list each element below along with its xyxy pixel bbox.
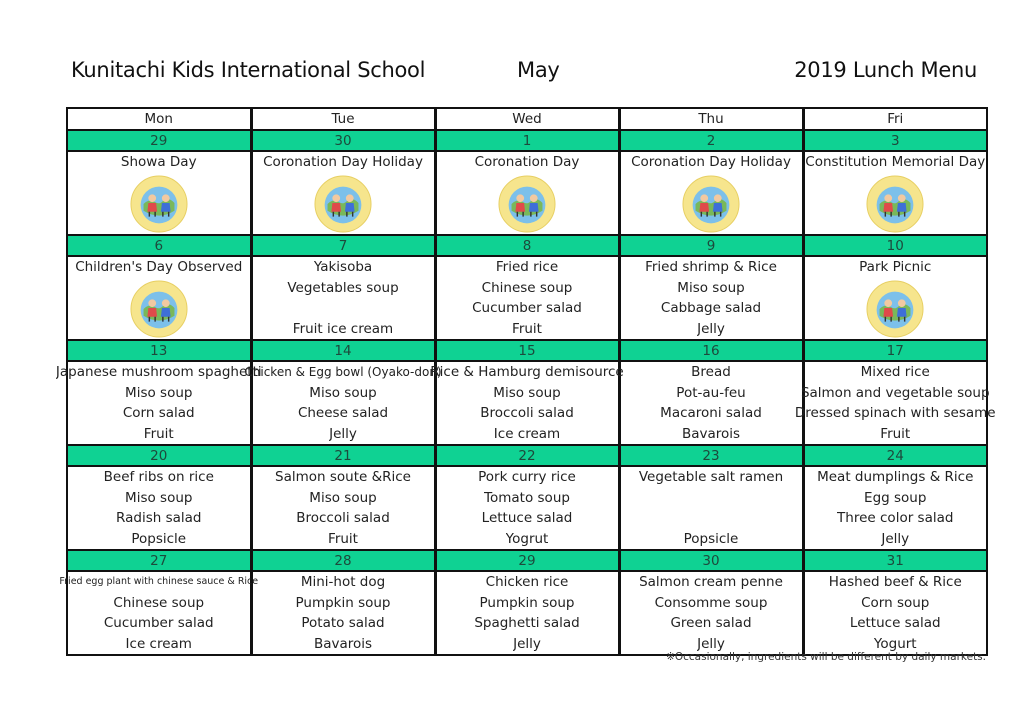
menu-cell [619,361,803,445]
menu-row [67,361,987,445]
menu-cell [251,256,435,340]
menu-item: Ice cream [493,425,561,442]
menu-item: Pumpkin soup [479,594,575,611]
menu-item: Bavarois [681,425,741,442]
menu-cell [435,151,619,235]
menu-cell [251,151,435,235]
menu-cell [251,466,435,550]
menu-item: Fruit [512,320,542,337]
menu-item: Jelly [697,320,725,337]
date-cell: 28 [251,550,435,571]
menu-item: Cucumber salad [472,300,582,316]
menu-item-main: Fried egg plant with chinese sauce & Rice [59,576,259,587]
menu-cell [803,151,987,235]
menu-item-main: Salmon cream penne [639,574,783,590]
menu-cell [619,256,803,340]
school-name: Kunitachi Kids International School [71,58,426,82]
menu-row [67,151,987,235]
menu-item: Three color salad [837,510,954,526]
menu-item-main: Children's Day Observed [75,259,243,275]
date-cell: 31 [803,550,987,571]
menu-cell [244,361,442,445]
menu-cell [435,256,619,340]
menu-item: Lettuce salad [481,510,573,526]
date-cell: 21 [251,445,435,466]
menu-item: Pumpkin soup [295,594,391,611]
date-row [67,550,987,571]
menu-cell [619,571,803,655]
menu-item-main: Pork curry rice [478,469,576,485]
menu-item: Chinese soup [481,279,573,296]
menu-item: Corn salad [122,405,195,421]
menu-cell [55,361,262,445]
menu-item: Bavarois [313,635,373,652]
menu-item: Popsicle [131,530,187,547]
weekday-header: Fri [803,108,987,130]
menu-item: Macaroni salad [660,405,762,421]
menu-item: Popsicle [683,530,739,547]
menu-item: Jelly [697,635,725,652]
menu-item-main: Park Picnic [859,259,932,275]
weekday-header: Wed [435,108,619,130]
menu-item-main: Yakisoba [313,259,373,275]
date-cell: 20 [67,445,251,466]
menu-cell [435,571,619,655]
menu-item: Yogurt [873,635,917,652]
menu-item: Lettuce salad [849,615,941,631]
menu-item: Jelly [329,425,357,442]
menu-item: Pot-au-feu [676,384,746,401]
weekday-header-row [67,108,987,130]
menu-item: Salmon and vegetable soup [800,384,990,401]
date-cell: 8 [435,235,619,256]
menu-cell [67,466,251,550]
date-row [67,340,987,361]
date-cell: 29 [67,130,251,151]
menu-cell [435,466,619,550]
menu-item-main: Beef ribs on rice [103,469,214,485]
menu-item-main: Constitution Memorial Day [805,154,986,170]
date-cell: 27 [67,550,251,571]
menu-item: Consomme soup [654,594,768,611]
menu-item: Miso soup [309,384,377,401]
menu-item-main: Fried rice [495,259,559,275]
menu-item-main: Showa Day [120,154,197,170]
menu-title: 2019 Lunch Menu [794,58,977,82]
school-logo-icon [498,175,556,233]
school-logo-icon [130,280,188,338]
menu-item: Green salad [670,615,752,631]
menu-item: Miso soup [677,279,745,296]
menu-item-main: Mini-hot dog [300,574,386,590]
menu-item: Fruit [880,425,911,442]
menu-cell [794,361,996,445]
date-cell: 15 [435,340,619,361]
menu-item: Spaghetti salad [474,615,580,631]
school-logo-icon [314,175,372,233]
menu-item-main: Bread [691,364,731,380]
date-cell: 3 [803,130,987,151]
date-row [67,235,987,256]
menu-cell [803,571,987,655]
menu-item-main: Salmon soute &Rice [275,469,411,485]
menu-item-main: Fried shrimp & Rice [645,259,777,275]
menu-item: Miso soup [493,384,561,401]
weekday-header: Thu [619,108,803,130]
menu-cell [619,151,803,235]
weekday-header: Tue [251,108,435,130]
menu-cell [803,256,987,340]
menu-item: Vegetables soup [287,279,399,296]
menu-item: Cabbage salad [660,300,762,316]
menu-item-main: Meat dumplings & Rice [817,469,974,485]
menu-row [67,466,987,550]
date-cell: 10 [803,235,987,256]
menu-cell [430,361,624,445]
menu-row [67,256,987,340]
date-cell: 24 [803,445,987,466]
menu-item-main: Hashed beef & Rice [828,574,962,590]
date-cell: 30 [619,550,803,571]
menu-item: Cheese salad [297,405,389,421]
date-cell: 17 [803,340,987,361]
date-cell: 14 [251,340,435,361]
menu-item: Radish salad [116,510,202,526]
menu-item: Fruit [143,425,174,442]
menu-cell [67,256,251,340]
date-cell: 23 [619,445,803,466]
date-cell: 22 [435,445,619,466]
menu-item: Chinese soup [113,594,205,611]
school-logo-icon [130,175,188,233]
month-label: May [517,58,560,82]
menu-cell [59,571,259,655]
date-cell: 6 [67,235,251,256]
menu-item: Yogrut [505,530,549,547]
menu-item: Potato salad [301,615,385,631]
menu-item: Miso soup [125,384,193,401]
menu-item: Jelly [881,530,910,547]
menu-item: Ice cream [125,635,192,652]
menu-item-main: Chicken rice [485,574,569,590]
date-cell: 1 [435,130,619,151]
menu-item: Jelly [513,635,541,652]
menu-row [67,571,987,655]
date-row [67,130,987,151]
menu-item: Fruit [328,530,358,547]
lunch-calendar-table [55,107,996,656]
menu-item-main: Rice & Hamburg demisource [430,364,624,380]
menu-item-main: Chicken & Egg bowl (Oyako-don) [244,365,442,379]
menu-item: Fruit ice cream [292,320,394,337]
weekday-header: Mon [67,108,251,130]
menu-item: Cucumber salad [103,615,214,631]
date-cell: 30 [251,130,435,151]
menu-item-main: Coronation Day [474,154,580,170]
date-cell: 9 [619,235,803,256]
menu-item: Tomato soup [484,489,570,506]
menu-item: Corn soup [861,594,930,611]
school-logo-icon [682,175,740,233]
menu-item: Broccoli salad [480,405,574,421]
menu-cell [619,466,803,550]
menu-item: Broccoli salad [296,510,390,526]
date-cell: 13 [67,340,251,361]
footnote: ※Occasionally, ingredients will be different by daily markets. [666,651,986,663]
menu-item: Dressed spinach with sesame [794,405,996,421]
date-cell: 29 [435,550,619,571]
menu-item-main: Mixed rice [860,364,930,380]
menu-cell [803,466,987,550]
menu-item-main: Japanese mushroom spaghetti [55,364,262,380]
menu-item-main: Coronation Day Holiday [631,154,791,170]
date-cell: 16 [619,340,803,361]
menu-item: Egg soup [864,489,927,506]
menu-cell [67,151,251,235]
menu-item-main: Vegetable salt ramen [638,469,784,485]
date-cell: 7 [251,235,435,256]
menu-item: Miso soup [309,489,377,506]
menu-item-main: Coronation Day Holiday [263,154,423,170]
date-row [67,445,987,466]
menu-cell [251,571,435,655]
school-logo-icon [866,280,924,338]
menu-item: Miso soup [125,489,193,506]
school-logo-icon [866,175,924,233]
date-cell: 2 [619,130,803,151]
